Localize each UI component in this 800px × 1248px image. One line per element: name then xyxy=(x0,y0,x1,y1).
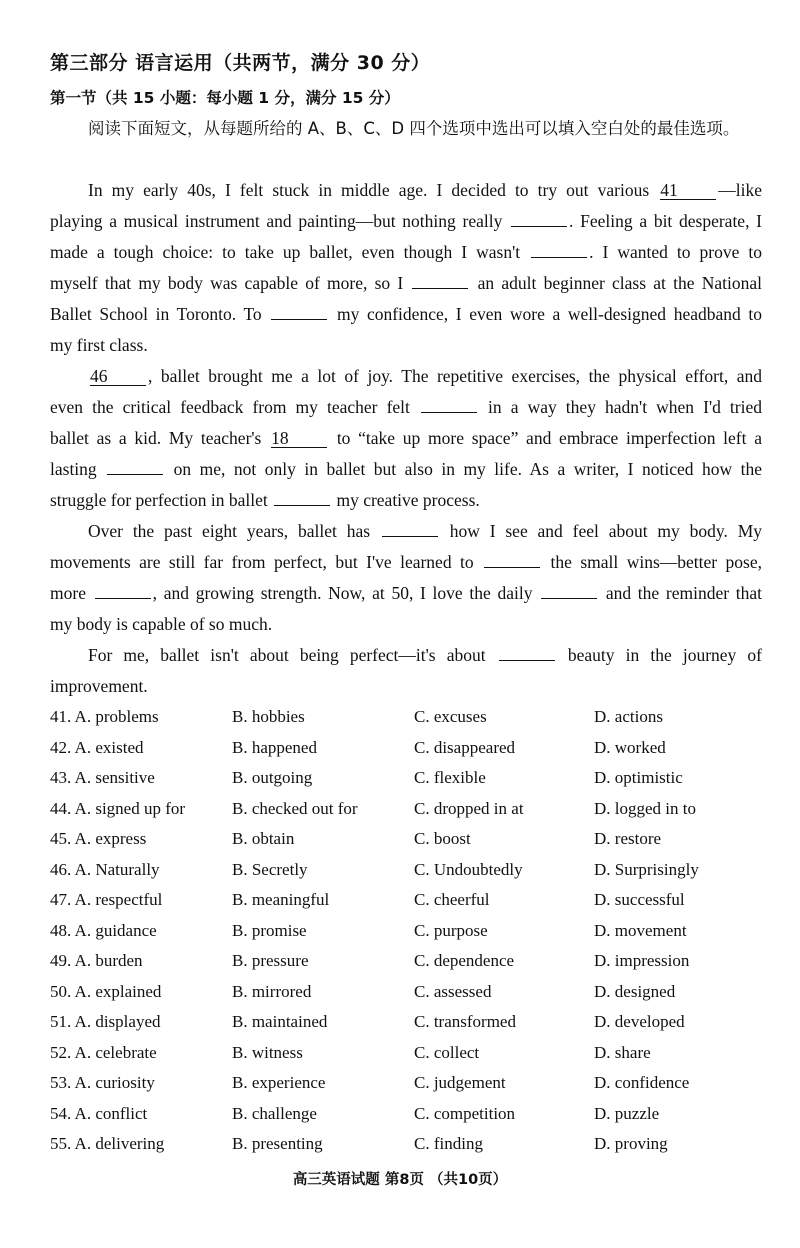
passage-text: my first class. xyxy=(50,335,148,355)
passage-text: Over the past eight years, ballet has xyxy=(88,521,380,541)
option-c: C. boost xyxy=(414,829,471,848)
option-d: D. movement xyxy=(594,920,687,940)
passage-text: Ballet School in Toronto. To xyxy=(50,304,270,324)
passage-text: . Feeling a bit desperate, I xyxy=(569,211,762,231)
question-row xyxy=(50,1007,770,1038)
question-row xyxy=(50,733,770,764)
passage-text: For me, ballet isn't about being perfect—it's about xyxy=(88,645,497,665)
question-row xyxy=(50,1068,770,1099)
option-c: C. competition xyxy=(414,1103,516,1123)
passage-text: more xyxy=(50,583,93,603)
option-d: D. puzzle xyxy=(594,1103,660,1123)
answer-blank: 41 xyxy=(660,181,716,200)
passage-line xyxy=(50,299,762,330)
option-d: D. share xyxy=(594,1042,651,1062)
passage-text: to “take up more space” and embrace imperfection left a xyxy=(329,428,762,448)
answer-blank xyxy=(412,288,468,289)
passage-line xyxy=(50,578,762,609)
option-b: B. presenting xyxy=(232,1134,323,1153)
passage-text: how I see and feel about my body. My xyxy=(439,521,762,541)
passage-text: the small wins—better pose, xyxy=(542,552,762,572)
answer-blank xyxy=(274,505,330,506)
page-footer: 高三英语试题 第8页 （共10页） xyxy=(292,1172,508,1188)
option-d: D. confidence xyxy=(594,1073,690,1092)
answer-blank xyxy=(107,474,163,475)
question-row xyxy=(50,977,770,1008)
option-d: D. impression xyxy=(594,951,690,970)
passage-line xyxy=(50,206,762,237)
passage-text: my body is capable of so much. xyxy=(50,614,273,634)
passage-line xyxy=(50,640,762,671)
option-c: C. finding xyxy=(414,1134,483,1153)
option-c: C. assessed xyxy=(414,981,492,1001)
question-row xyxy=(50,885,770,916)
option-c: C. flexible xyxy=(414,768,486,787)
option-b: B. obtain xyxy=(232,829,295,848)
option-c: C. cheerful xyxy=(414,890,490,909)
option-d: D. Surprisingly xyxy=(594,859,699,879)
option-b: B. checked out for xyxy=(232,798,358,818)
option-d: D. proving xyxy=(594,1134,668,1153)
question-row xyxy=(50,702,770,733)
passage-line xyxy=(50,361,762,392)
question-row xyxy=(50,794,770,825)
option-c: C. dependence xyxy=(414,951,515,970)
option-d: D. developed xyxy=(594,1012,685,1031)
passage-line xyxy=(50,454,762,485)
option-c: C. judgement xyxy=(414,1073,506,1092)
option-a: 44. A. signed up for xyxy=(50,798,186,818)
option-b: B. maintained xyxy=(232,1012,328,1031)
question-row xyxy=(50,1099,770,1130)
answer-blank: 18 xyxy=(271,429,327,448)
option-a: 52. A. celebrate xyxy=(50,1042,157,1062)
passage-line xyxy=(50,330,762,361)
passage-line xyxy=(50,485,762,516)
passage-line xyxy=(50,547,762,578)
passage-text: myself that my body was capable of more, so I xyxy=(50,273,411,293)
option-a: 51. A. displayed xyxy=(50,1012,161,1031)
option-a: 41. A. problems xyxy=(50,707,159,726)
option-d: D. actions xyxy=(594,707,663,726)
option-b: B. challenge xyxy=(232,1103,317,1123)
answer-blank xyxy=(382,536,438,537)
option-d: D. logged in to xyxy=(594,798,696,818)
option-c: C. purpose xyxy=(414,920,488,940)
section-title: 第一节（共 15 小题：每小题 1 分，满分 15 分） xyxy=(50,89,400,107)
question-row xyxy=(50,824,770,855)
option-d: D. worked xyxy=(594,737,666,757)
option-b: B. meaningful xyxy=(232,890,330,909)
passage-text: —like xyxy=(718,180,762,200)
option-b: B. witness xyxy=(232,1042,303,1062)
answer-blank xyxy=(499,660,555,661)
passage-line xyxy=(50,175,762,206)
option-b: B. Secretly xyxy=(232,859,308,879)
option-a: 45. A. express xyxy=(50,829,147,848)
option-c: C. disappeared xyxy=(414,737,516,757)
option-c: C. Undoubtedly xyxy=(414,859,523,879)
question-row xyxy=(50,855,770,886)
passage-line xyxy=(50,671,762,702)
passage-text: on me, not only in ballet but also in my life. As a writer, I noticed how the xyxy=(165,459,762,479)
question-row xyxy=(50,946,770,977)
passage-text: made a tough choice: to take up ballet, even though I wasn't xyxy=(50,242,530,262)
question-row xyxy=(50,916,770,947)
option-a: 42. A. existed xyxy=(50,737,144,757)
option-b: B. pressure xyxy=(232,951,309,970)
passage-line xyxy=(50,392,762,423)
answer-blank: 46 xyxy=(90,367,146,386)
passage-line xyxy=(50,609,762,640)
passage-text: improvement. xyxy=(50,676,148,696)
passage-text: . I wanted to prove to xyxy=(589,242,762,262)
option-b: B. happened xyxy=(232,737,317,757)
passage-text: lasting xyxy=(50,459,106,479)
option-b: B. hobbies xyxy=(232,707,305,726)
passage-line xyxy=(50,268,762,299)
passage-text: In my early 40s, I felt stuck in middle age. I decided to try out various xyxy=(88,180,659,200)
option-c: C. transformed xyxy=(414,1012,516,1031)
passage-text: an adult beginner class at the National xyxy=(470,273,762,293)
passage-text: ballet as a kid. My teacher's xyxy=(50,428,270,448)
options-list xyxy=(50,702,770,1160)
passage-text: movements are still far from perfect, but I've learned to xyxy=(50,552,483,572)
passage-line xyxy=(50,423,762,454)
part-title: 第三部分 语言运用（共两节，满分 30 分） xyxy=(50,52,431,74)
option-a: 48. A. guidance xyxy=(50,920,157,940)
passage xyxy=(50,175,762,702)
passage-text: even the critical feedback from my teacher felt xyxy=(50,397,419,417)
option-d: D. optimistic xyxy=(594,768,683,787)
question-row xyxy=(50,763,770,794)
passage-text: , and growing strength. Now, at 50, I love the daily xyxy=(152,583,540,603)
answer-blank xyxy=(484,567,540,568)
option-c: C. collect xyxy=(414,1042,480,1062)
passage-text: and the reminder that xyxy=(599,583,762,603)
option-b: B. promise xyxy=(232,920,307,940)
passage-text: , ballet brought me a lot of joy. The repetitive exercises, the physical effort, and xyxy=(148,366,762,386)
option-a: 49. A. burden xyxy=(50,951,143,970)
option-c: C. dropped in at xyxy=(414,798,524,818)
passage-text: my confidence, I even wore a well-designed headband to xyxy=(329,304,763,324)
option-d: D. successful xyxy=(594,890,685,909)
passage-text: in a way they hadn't when I'd tried xyxy=(478,397,762,417)
answer-blank xyxy=(511,226,567,227)
option-a: 47. A. respectful xyxy=(50,890,163,909)
option-a: 55. A. delivering xyxy=(50,1134,165,1153)
answer-blank xyxy=(271,319,327,320)
question-row xyxy=(50,1038,770,1069)
passage-text: playing a musical instrument and painting—but nothing really xyxy=(50,211,510,231)
passage-line xyxy=(50,237,762,268)
option-a: 53. A. curiosity xyxy=(50,1073,155,1092)
answer-blank xyxy=(95,598,151,599)
passage-text: struggle for perfection in ballet xyxy=(50,490,273,510)
option-a: 43. A. sensitive xyxy=(50,768,155,787)
option-a: 46. A. Naturally xyxy=(50,859,160,879)
option-d: D. designed xyxy=(594,981,676,1001)
instructions: 阅读下面短文，从每题所给的 A、B、C、D 四个选项中选出可以填入空白处的最佳选项。 xyxy=(88,119,740,138)
passage-line xyxy=(50,516,762,547)
passage-text: beauty in the journey of xyxy=(556,645,762,665)
option-c: C. excuses xyxy=(414,707,487,726)
question-row xyxy=(50,1129,770,1160)
option-a: 50. A. explained xyxy=(50,981,162,1001)
option-b: B. outgoing xyxy=(232,768,313,787)
passage-text: my creative process. xyxy=(332,490,480,510)
answer-blank xyxy=(531,257,587,258)
option-b: B. experience xyxy=(232,1073,326,1092)
option-d: D. restore xyxy=(594,829,662,848)
answer-blank xyxy=(541,598,597,599)
option-a: 54. A. conflict xyxy=(50,1103,148,1123)
option-b: B. mirrored xyxy=(232,981,312,1001)
answer-blank xyxy=(421,412,477,413)
